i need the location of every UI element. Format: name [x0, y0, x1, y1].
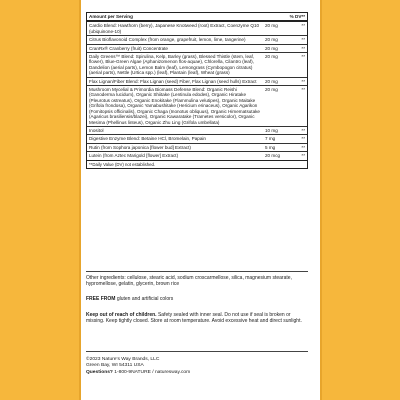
- ingredient-amount: 10 mg: [265, 127, 278, 133]
- ingredient-dv: **: [301, 127, 305, 133]
- table-row: [87, 144, 307, 152]
- warning: [86, 312, 308, 324]
- table-row: [87, 135, 307, 143]
- daily-value-heading: % DV**: [289, 14, 305, 19]
- warning-text: Safety sealed with inner seal. Do not use if seal is broken or missing. Keep tightly closed. Store at room temperature. Avoid excessive heat and direct sunlight.: [86, 312, 302, 325]
- ingredient-dv: **: [301, 23, 305, 29]
- ingredient-name: Inositol: [89, 127, 104, 133]
- table-row: [87, 22, 307, 36]
- ingredient-amount: 20 mcg: [265, 153, 281, 159]
- ingredient-dv: **: [301, 37, 305, 43]
- table-row: [87, 53, 307, 78]
- ingredient-amount: 5 mg: [265, 144, 276, 150]
- ingredient-name: Cardio Blend: Hawthorn (berry), Japanese Knotweed (root) Extract, Coenzyme Q10 (ubiquinone-10): [89, 23, 260, 34]
- table-row: [87, 152, 307, 160]
- ingredient-dv: **: [301, 45, 305, 51]
- ingredient-name: Lutein (from Aztec Marigold [flower] Extract): [89, 153, 179, 159]
- other-ingredients-text: Other ingredients: cellulose, stearic acid, sodium croscarmellose, silica, magnesium stearate, hypromellose, gelatin, glycerin, brown rice: [86, 275, 292, 288]
- ingredient-name: CranRx® Cranberry (fruit) Concentrate: [89, 45, 168, 51]
- contact-line: [86, 370, 308, 376]
- facts-header: [87, 13, 307, 22]
- company-info: [86, 357, 308, 376]
- section-divider: [86, 351, 308, 352]
- ingredient-amount: 20 mg: [265, 87, 278, 93]
- ingredient-name: Rutin (from Sophora japonica [flower bud] Extract): [89, 144, 191, 150]
- ingredient-amount: 7 mg: [265, 136, 276, 142]
- ingredient-dv: **: [301, 136, 305, 142]
- ingredient-dv: **: [301, 54, 305, 60]
- ingredient-name: Mushroom Mycelial & Primordia Biomass Defense Blend: Organic Reishi (Ganoderma lucidum), Organic Shiitake (Lentinula edodes), Organic Hiratake (Pleurotus ostreatus), Organic Enokitake (Flammulina velutipes), Organic Maitake (Grifola frondosa), Organic Yamabushitake (Hericium erinaceus), Organic Agarikon (Fomitopsis officinalis), Organic Chaga (Inonotus obliquus), Organic Himematsutake (Agaricus brasiliensis/blazei), Organic Kawaratake (Trametes versicolor), Organic Mesima (Phellinus linteus), Organic Zhu Ling (Grifola umbellata): [89, 87, 260, 125]
- amount-per-serving-heading: Amount per Serving: [89, 14, 133, 19]
- ingredient-amount: 20 mg: [265, 23, 278, 29]
- address: Green Bay, WI 54311 USA: [86, 363, 144, 369]
- ingredient-amount: 20 mg: [265, 37, 278, 43]
- copyright: ©2023 Nature's Way Brands, LLC: [86, 357, 160, 362]
- free-from: [86, 296, 308, 302]
- table-row: [87, 36, 307, 44]
- other-ingredients: [86, 275, 308, 287]
- dv-footnote: **Daily Value (DV) not established.: [89, 161, 156, 167]
- section-divider: [86, 271, 308, 272]
- ingredient-amount: 20 mg: [265, 45, 278, 51]
- free-from-text: gluten and artificial colors: [115, 296, 174, 302]
- ingredient-dv: **: [301, 78, 305, 84]
- table-row: [87, 127, 307, 135]
- ingredient-dv: **: [301, 153, 305, 159]
- table-row: [87, 45, 307, 53]
- ingredient-amount: 20 mg: [265, 78, 278, 84]
- ingredient-amount: 20 mg: [265, 54, 278, 60]
- questions-label: Questions?: [86, 369, 113, 375]
- ingredient-dv: **: [301, 87, 305, 93]
- ingredient-name: Citrus Bioflavonoid Complex (from orange, grapefruit, lemon, lime, tangerine): [89, 37, 246, 43]
- ingredient-dv: **: [301, 144, 305, 150]
- contact-info: 1-800-9NATURE / naturesway.com: [112, 369, 191, 375]
- ingredient-name: Digestive Enzyme Blend: Betaine HCl, Bromelain, Papain: [89, 136, 206, 142]
- table-row: [87, 86, 307, 127]
- free-from-label: FREE FROM: [86, 296, 116, 302]
- ingredient-name: Flax Lignan/Fiber Blend: Flax Lignan (seed) Fiber, Flax Lignan (seed hulls) Extract: [89, 78, 257, 84]
- table-row: [87, 78, 307, 86]
- ingredient-name: Daily Greens™ Blend: Spirulina, Kelp, Barley (grass), Blessed Thistle (stem, leaf, flower), Blue-Green Algae (Aphanizomenon flos-aquae), Chlorella, Cilantro (leaf), Dandelion (aerial parts), Lemon Balm (leaf), Lemongrass (Cymbopogon citratus) (aerial parts), Nettle (Urtica spp.) (leaf), Plantain (leaf), Wheat (grass): [89, 54, 255, 76]
- warning-heading: Keep out of reach of children.: [86, 312, 157, 318]
- supplement-facts-table: [86, 12, 308, 169]
